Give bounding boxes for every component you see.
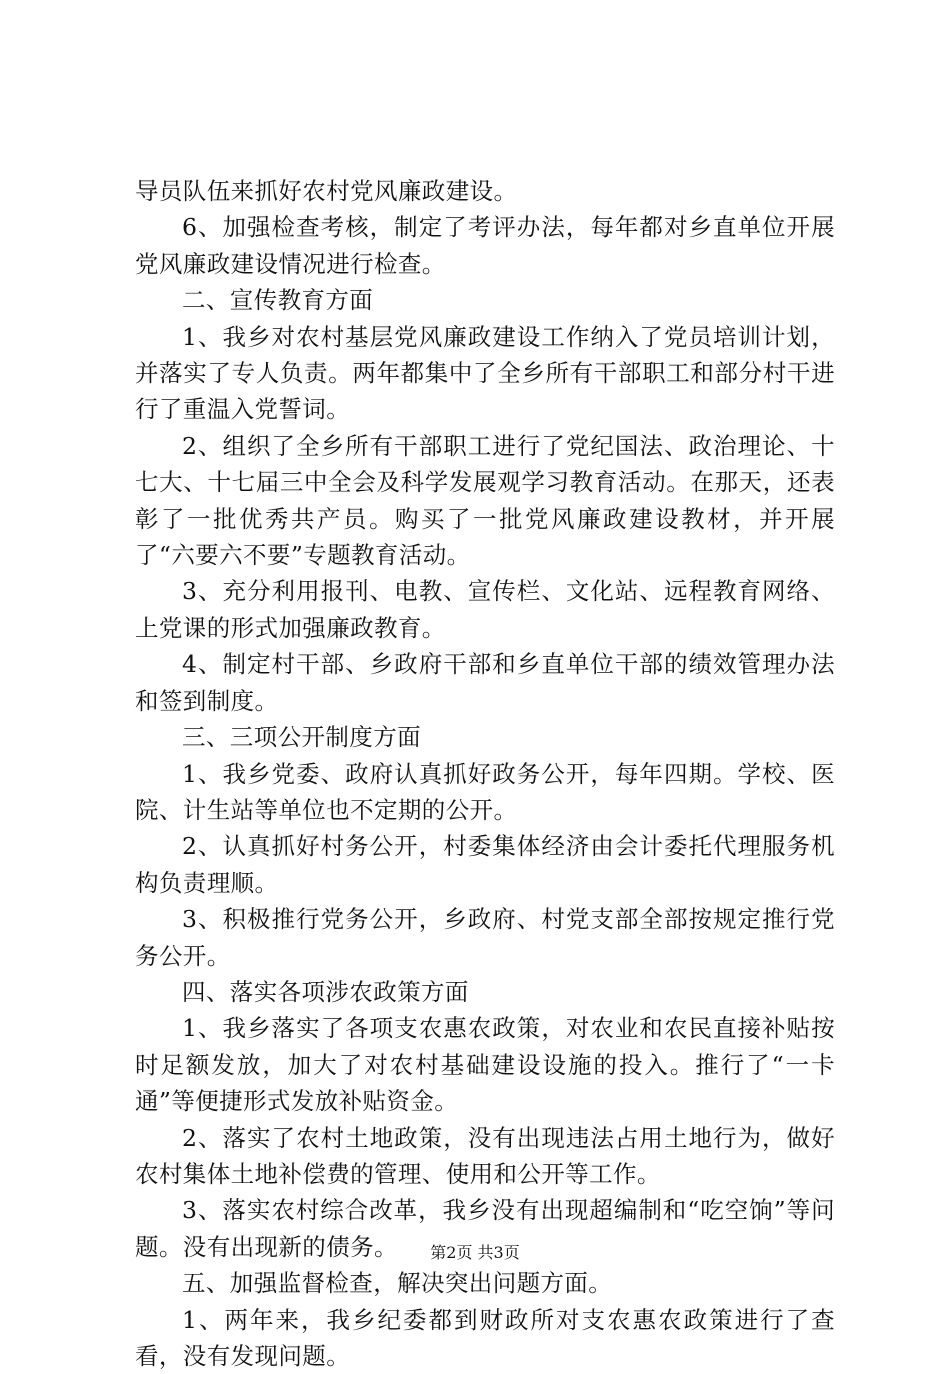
- section-heading-5: 五、加强监督检查，解决突出问题方面。: [182, 1269, 613, 1298]
- paragraph-3-2: 2、认真抓好村务公开，村委集体经济由会计委托代理服务机构负责理顺。: [135, 832, 835, 897]
- section-heading-3: 三、三项公开制度方面: [182, 723, 421, 752]
- paragraph-2-3: 3、充分利用报刊、电教、宣传栏、文化站、远程教育网络、上党课的形式加强廉政教育。: [135, 577, 835, 642]
- section-heading-4: 四、落实各项涉农政策方面: [182, 977, 469, 1006]
- paragraph-2-4: 4、制定村干部、乡政府干部和乡直单位干部的绩效管理办法和签到制度。: [135, 650, 835, 715]
- paragraph-2-1: 1、我乡对农村基层党风廉政建设工作纳入了党员培训计划，并落实了专人负责。两年都集中了全乡所有干部职工和部分村干进行了重温入党誓词。: [135, 322, 835, 424]
- paragraph-3-3: 3、积极推行党务公开，乡政府、村党支部全部按规定推行党务公开。: [135, 905, 835, 970]
- paragraph-4-2: 2、落实了农村土地政策，没有出现违法占用土地行为，做好农村集体土地补偿费的管理、使用和公开等工作。: [135, 1123, 835, 1188]
- paragraph-3-1: 1、我乡党委、政府认真抓好政务公开，每年四期。学校、医院、计生站等单位也不定期的公开。: [135, 759, 835, 824]
- paragraph-item-6: 6、加强检查考核，制定了考评办法，每年都对乡直单位开展党风廉政建设情况进行检查。: [135, 213, 835, 278]
- paragraph-2-2: 2、组织了全乡所有干部职工进行了党纪国法、政治理论、十七大、十七届三中全会及科学发展观学习教育活动。在那天，还表彰了一批优秀共产员。购买了一批党风廉政建设教材，并开展了“六要六不要”专题教育活动。: [135, 431, 835, 570]
- page-number-footer: 第2页 共3页: [430, 1243, 520, 1262]
- section-heading-2: 二、宣传教育方面: [182, 286, 374, 315]
- paragraph-5-1: 1、两年来，我乡纪委都到财政所对支农惠农政策进行了查看，没有发现问题。: [135, 1305, 835, 1370]
- paragraph-4-1: 1、我乡落实了各项支农惠农政策，对农业和农民直接补贴按时足额发放，加大了对农村基础建设设施的投入。推行了“一卡通”等便捷形式发放补贴资金。: [135, 1014, 835, 1116]
- document-body: [135, 173, 835, 1374]
- paragraph-continuation: 导员队伍来抓好农村党风廉政建设。: [135, 177, 518, 205]
- paragraph-4-3: 3、落实农村综合改革，我乡没有出现超编制和“吃空饷”等问题。没有出现新的债务。: [135, 1196, 835, 1261]
